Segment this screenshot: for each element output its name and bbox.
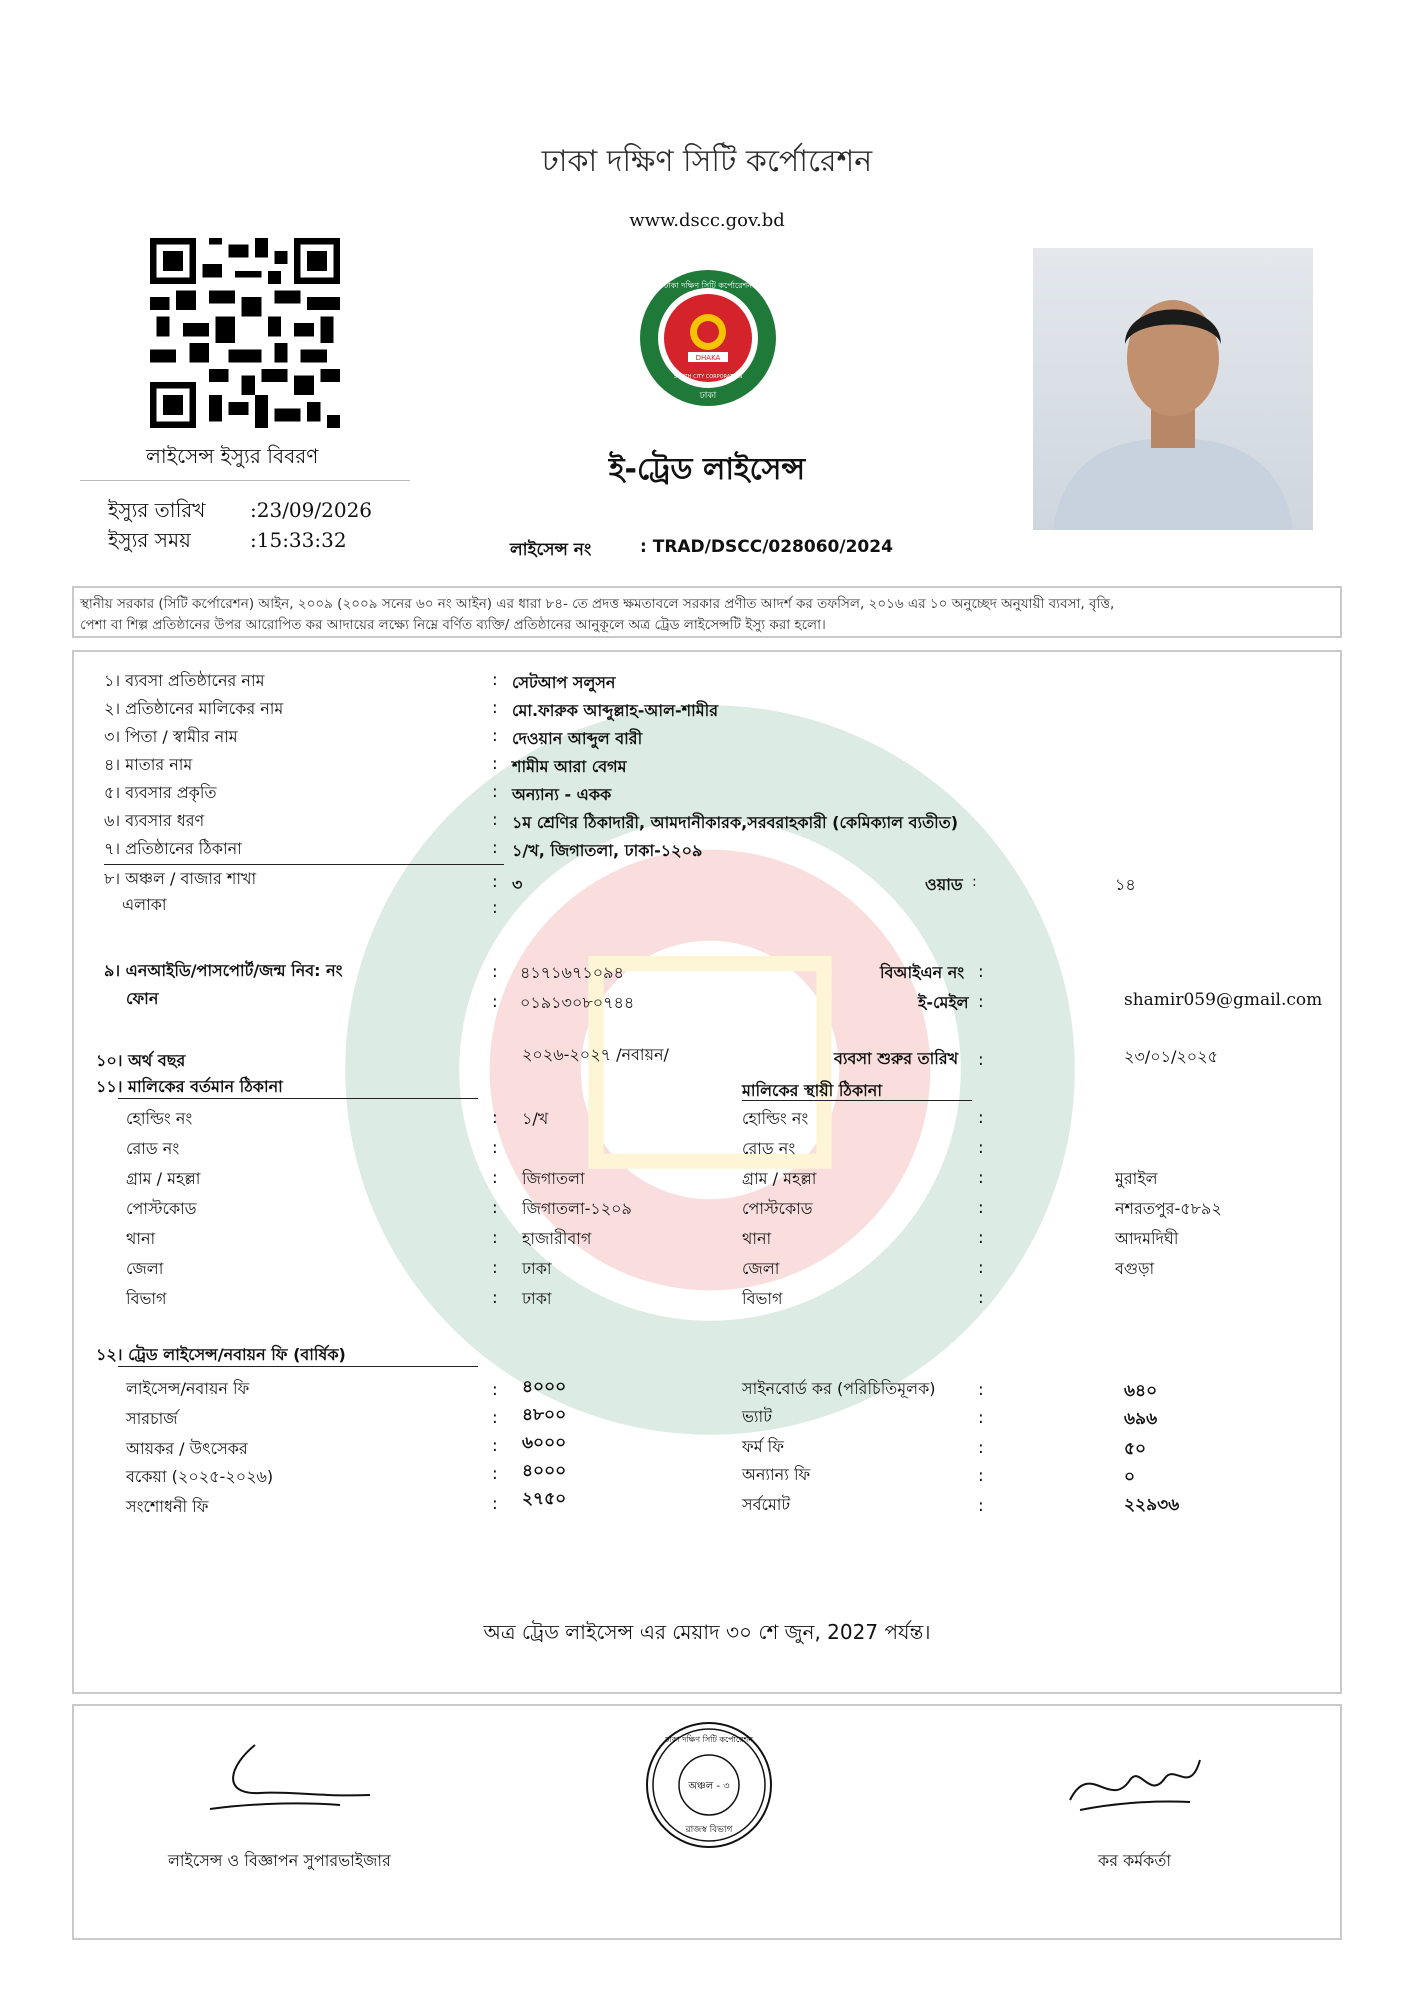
fee-value: ৬৯৬ xyxy=(1124,1409,1158,1429)
present-value: হাজারীবাগ xyxy=(522,1229,592,1248)
present-value: ঢাকা xyxy=(522,1259,552,1278)
address-row-label: জেলা xyxy=(126,1259,164,1278)
address-underline xyxy=(104,864,504,865)
address-row-label: পোস্টকোড xyxy=(126,1199,197,1218)
detail-value: দেওয়ান আব্দুল বারী xyxy=(512,729,643,748)
fee-value: ০ xyxy=(1124,1467,1136,1487)
permanent-value: বগুড়া xyxy=(1115,1259,1155,1278)
email-label: ই-মেইল xyxy=(918,993,969,1012)
fee-label: আয়কর / উৎসেকর xyxy=(126,1439,248,1458)
permanent-row-label: বিভাগ xyxy=(742,1289,783,1308)
phone-value: ০১৯১৩০৮০৭৪৪ xyxy=(520,993,635,1012)
detail-label: ৪। মাতার নাম xyxy=(104,755,193,774)
validity-statement: অত্র ট্রেড লাইসেন্স এর মেয়াদ ৩০ শে জুন, 2027 পর্যন্ত। xyxy=(483,1620,931,1644)
preamble-line-1: স্থানীয় সরকার (সিটি কর্পোরেশন) আইন, ২০০৯ (২০০৯ সনের ৬০ নং আইন) এর ধারা ৮৪- তে প্রদত্ত ক্ষমতাবলে সরকার প্রণীত আদর্শ কর তফসিল, ২০১৬ এর ১০ অনুচ্ছেদ অনুযায়ী ব্যবসা, বৃত্তি, xyxy=(80,596,1115,612)
permanent-row-label: থানা xyxy=(742,1229,772,1248)
fee-value: ৪০০০ xyxy=(522,1461,567,1481)
detail-label: ৭। প্রতিষ্ঠানের ঠিকানা xyxy=(104,839,242,858)
official-seal xyxy=(644,1720,774,1850)
detail-value: অন্যান্য - একক xyxy=(512,785,612,804)
preamble-line-2: পেশা বা শিল্প প্রতিষ্ঠানের উপর আরোপিত কর আদায়ের লক্ষ্যে নিম্নে বর্ণিত ব্যক্তি/ প্রতিষ্ঠানের আনুকূলে অত্র ট্রেড লাইসেন্সটি ইস্যু করা হলো। xyxy=(80,617,826,633)
detail-value: ১ম শ্রেণির ঠিকাদারী, আমদানীকারক,সরবরাহকারী (কেমিক্যাল ব্যতীত) xyxy=(512,813,959,832)
fee-total-value: ২২৯৩৬ xyxy=(1124,1495,1180,1515)
seal-outer-text: ঢাকা দক্ষিণ সিটি কর্পোরেশন xyxy=(664,1735,754,1744)
permanent-value: আদমদিঘী xyxy=(1115,1229,1179,1248)
issue-heading-divider xyxy=(80,480,410,481)
detail-label: ২। প্রতিষ্ঠানের মালিকের নাম xyxy=(104,699,284,718)
address-row-label: গ্রাম / মহল্লা xyxy=(126,1169,201,1188)
address-row-label: থানা xyxy=(126,1229,156,1248)
fee-value: ৬৪০ xyxy=(1124,1381,1158,1401)
fee-value: ৫০ xyxy=(1124,1439,1147,1459)
logo-text-en: SOUTH CITY CORPORATION xyxy=(673,374,743,380)
fee-value: ২৭৫০ xyxy=(522,1489,567,1509)
issue-date-label: ইস্যুর তারিখ xyxy=(108,498,206,522)
fee-label: অন্যান্য ফি xyxy=(742,1465,811,1484)
detail-value: মো.ফারুক আব্দুল্লাহ-আল-শামীর xyxy=(512,701,719,720)
fee-value: ৪০০০ xyxy=(522,1377,567,1397)
ward-value: ১৪ xyxy=(1115,875,1136,894)
permanent-row-label: গ্রাম / মহল্লা xyxy=(742,1169,817,1188)
corporation-name: ঢাকা দক্ষিণ সিটি কর্পোরেশন xyxy=(541,144,873,179)
detail-value: ১/খ, জিগাতলা, ঢাকা-১২০৯ xyxy=(512,841,703,860)
logo-text-bottom: ঢাকা xyxy=(699,391,717,401)
fiscal-year-value: ২০২৬-২০২৭ /নবায়ন/ xyxy=(522,1045,669,1064)
fee-label: সর্বমোট xyxy=(742,1495,791,1514)
email-value: shamir059@gmail.com xyxy=(1124,990,1323,1010)
license-no-label: লাইসেন্স নং xyxy=(510,540,592,560)
logo-text-mid: DHAKA xyxy=(695,354,721,362)
permanent-row-label: রোড নং xyxy=(742,1139,796,1158)
fee-label: সারচার্জ xyxy=(126,1409,178,1428)
license-no-value: : TRAD/DSCC/028060/2024 xyxy=(640,537,893,557)
address-row-label: হোল্ডিং নং xyxy=(126,1109,193,1128)
tax-officer-signature xyxy=(1050,1740,1220,1830)
fees-heading: ১২। ট্রেড লাইসেন্স/নবায়ন ফি (বার্ষিক) xyxy=(96,1345,346,1364)
owner-photo xyxy=(1033,248,1313,530)
website-url: www.dscc.gov.bd xyxy=(629,210,785,231)
present-value: জিগাতলা xyxy=(522,1169,585,1188)
permanent-value: নশরতপুর-৫৮৯২ xyxy=(1115,1199,1222,1218)
supervisor-title: লাইসেন্স ও বিজ্ঞাপন সুপারভাইজার xyxy=(168,1851,391,1870)
issue-date-value: :23/09/2026 xyxy=(250,498,373,522)
nid-label: ৯। এনআইডি/পাসপোর্ট/জন্ম নিব: নং xyxy=(104,961,343,980)
qr-code-icon xyxy=(150,238,340,428)
permanent-row-label: জেলা xyxy=(742,1259,780,1278)
area-label: ৮। অঞ্চল / বাজার শাখা xyxy=(104,869,257,888)
address-row-label: বিভাগ xyxy=(126,1289,167,1308)
fee-label: ফর্ম ফি xyxy=(742,1437,784,1456)
dscc-logo xyxy=(638,268,778,408)
zone-value: ৩ xyxy=(512,875,523,894)
fees-heading-underline xyxy=(118,1366,478,1367)
permanent-value: মুরাইল xyxy=(1115,1169,1158,1188)
business-start-label: ব্যবসা শুরুর তারিখ xyxy=(834,1049,959,1068)
fee-label: বকেয়া (২০২৫-২০২৬) xyxy=(126,1467,274,1486)
detail-label: ৩। পিতা / স্বামীর নাম xyxy=(104,727,238,746)
fee-label: লাইসেন্স/নবায়ন ফি xyxy=(126,1379,250,1398)
issue-details-heading: লাইসেন্স ইস্যুর বিবরণ xyxy=(146,444,319,468)
address-row-label: রোড নং xyxy=(126,1139,180,1158)
detail-label: ৫। ব্যবসার প্রকৃতি xyxy=(104,783,217,802)
business-start-value: ২৩/০১/২০২৫ xyxy=(1124,1047,1218,1066)
present-address-underline xyxy=(118,1098,478,1099)
bin-label: বিআইএন নং xyxy=(880,963,965,982)
nid-value: ৪১৭১৬৭১০৯৪ xyxy=(520,963,624,982)
permanent-address-underline xyxy=(742,1100,972,1101)
seal-bottom-text: রাজস্ব বিভাগ xyxy=(685,1825,733,1835)
present-value: ঢাকা xyxy=(522,1289,552,1308)
tax-officer-title: কর কর্মকর্তা xyxy=(1098,1851,1171,1870)
present-value: ১/খ xyxy=(522,1109,549,1128)
present-address-heading: ১১। মালিকের বর্তমান ঠিকানা xyxy=(96,1077,283,1096)
detail-label: ৬। ব্যবসার ধরণ xyxy=(104,811,205,830)
area-label-2: এলাকা xyxy=(122,895,167,914)
document-title: ই-ট্রেড লাইসেন্স xyxy=(608,452,806,487)
supervisor-signature xyxy=(200,1735,390,1825)
ward-label: ওয়াড xyxy=(925,875,963,894)
fee-label: সাইনবোর্ড কর (পরিচিতিমূলক) xyxy=(742,1379,936,1398)
fee-label: সংশোধনী ফি xyxy=(126,1497,209,1516)
fee-value: ৬০০০ xyxy=(522,1433,567,1453)
permanent-row-label: পোস্টকোড xyxy=(742,1199,813,1218)
permanent-row-label: হোল্ডিং নং xyxy=(742,1109,809,1128)
phone-label: ফোন xyxy=(126,989,159,1008)
logo-text-top: ঢাকা দক্ষিণ সিটি কর্পোরেশন xyxy=(663,281,753,290)
fee-value: ৪৮০০ xyxy=(522,1405,567,1425)
detail-label: ১। ব্যবসা প্রতিষ্ঠানের নাম xyxy=(104,671,265,690)
seal-center-text: অঞ্চল - ৩ xyxy=(688,1781,730,1792)
detail-value: শামীম আরা বেগম xyxy=(512,757,627,776)
detail-value: সেটআপ সলুসন xyxy=(512,673,616,692)
present-value: জিগাতলা-১২০৯ xyxy=(522,1199,632,1218)
fiscal-year-label: ১০। অর্থ বছর xyxy=(96,1051,186,1070)
fee-label: ভ্যাট xyxy=(742,1407,772,1426)
permanent-address-heading: মালিকের স্থায়ী ঠিকানা xyxy=(742,1081,882,1100)
issue-time-label: ইস্যুর সময় xyxy=(108,528,191,552)
issue-time-value: :15:33:32 xyxy=(250,528,347,552)
